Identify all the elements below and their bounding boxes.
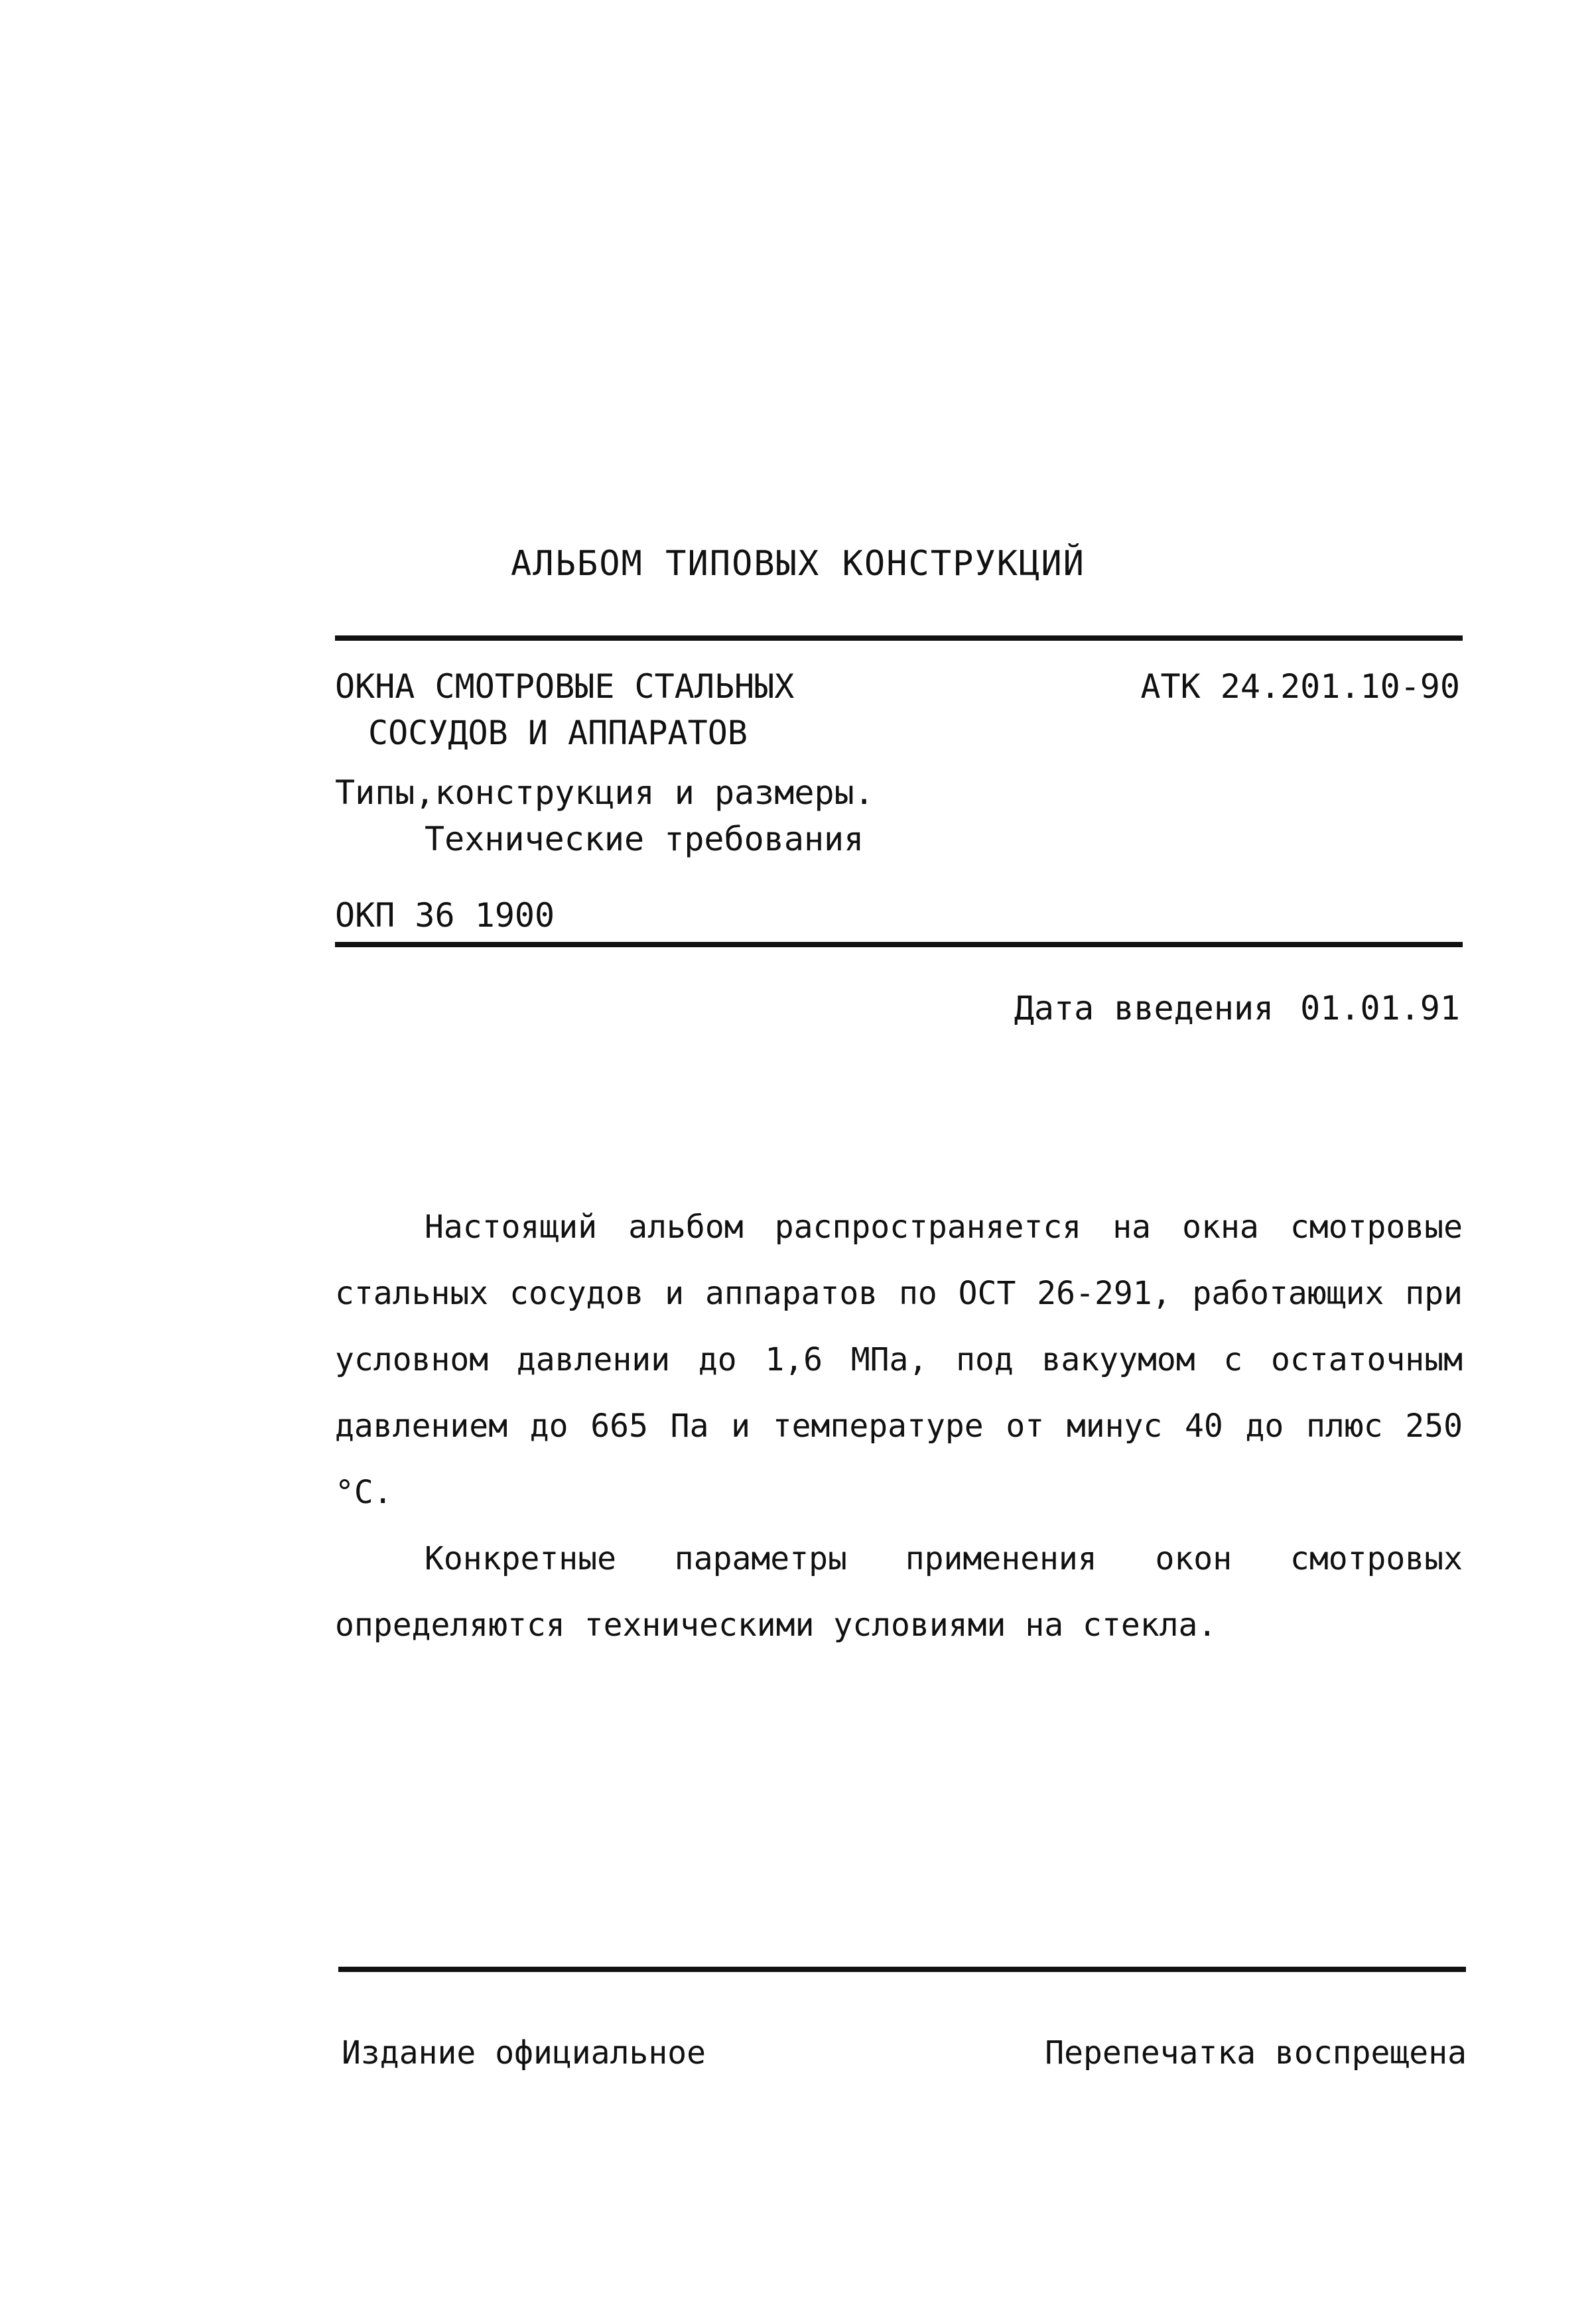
top-divider <box>335 635 1463 641</box>
document-subtitle <box>335 769 874 862</box>
footer-reprint-prohibited: Перепечатка воспрещена <box>1045 2034 1467 2072</box>
intro-date-label: Дата введения <box>1014 989 1274 1027</box>
document-title-line2: СОСУДОВ И АППАРАТОВ <box>368 714 748 752</box>
document-subtitle-line2: Технические требования <box>425 820 864 858</box>
middle-divider <box>335 942 1463 947</box>
body-text <box>335 1194 1463 1658</box>
bottom-divider <box>338 1967 1466 1972</box>
footer-official-edition: Издание официальное <box>342 2034 706 2072</box>
okp-code: ОКП 36 1900 <box>335 896 555 935</box>
body-paragraph: Настоящий альбом распространяется на окна смотровые стальных сосудов и аппаратов по ОСТ 26-291, работающих при условном давлении до 1,6 МПа, под вакуумом с остаточным давлением до 665 Па и температуре от минус 40 до плюс 250 °С. <box>335 1209 1463 1511</box>
document-subtitle-line1: Типы,конструкция и размеры. <box>335 773 874 812</box>
album-title: АЛЬБОМ ТИПОВЫХ КОНСТРУКЦИЙ <box>511 544 1085 584</box>
document-title-line1: ОКНА СМОТРОВЫЕ СТАЛЬНЫХ <box>335 667 795 706</box>
intro-date-value: 01.01.91 <box>1300 989 1460 1027</box>
document-title <box>335 663 794 756</box>
body-paragraph: Конкретные параметры применения окон смотровых определяются техническими условиями на стекла. <box>335 1540 1463 1644</box>
intro-date <box>1014 985 1460 1031</box>
document-code: АТК 24.201.10-90 <box>1140 667 1460 706</box>
